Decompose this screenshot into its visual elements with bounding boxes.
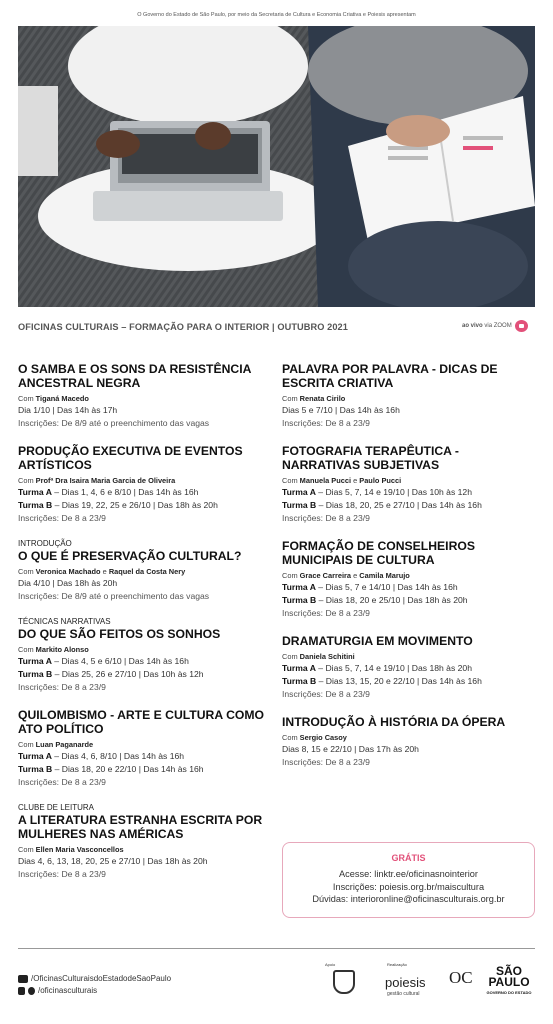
event-title: FORMAÇÃO DE CONSELHEIROS MUNICIPAIS DE CULTURA	[282, 539, 475, 567]
event-title: QUILOMBISMO - ARTE E CULTURA COMO ATO POLÍTICO	[18, 708, 264, 736]
turma-line	[18, 763, 268, 776]
free-label: GRÁTIS	[391, 853, 426, 863]
event-schedule: Dia 1/10 | Das 14h às 17h	[18, 405, 118, 415]
zoom-badge	[462, 320, 528, 332]
instructor-name: Profª Dra Isaira Maria Garcia de Oliveira	[35, 476, 176, 485]
apoio-label: Apoio	[325, 962, 336, 967]
turma-label: Turma A	[18, 487, 52, 497]
turma-line	[282, 675, 532, 688]
event-block	[282, 634, 532, 701]
event-schedule: Dias 4, 6, 13, 18, 20, 25 e 27/10 | Das 18h às 20h	[18, 856, 208, 866]
instructor-name: Markito Alonso	[35, 645, 89, 654]
social-handle: /oficinasculturais	[38, 986, 98, 995]
event-title: PRODUÇÃO EXECUTIVA DE EVENTOS ARTÍSTICOS	[18, 444, 243, 472]
youtube-handle: /OficinasCulturaisdoEstadodeSaoPaulo	[31, 974, 172, 983]
event-registration: Inscrições: De 8 a 23/9	[282, 513, 370, 523]
turma-schedule: – Dias 5, 7 e 14/10 | Das 14h às 16h	[315, 582, 458, 592]
event-instructor	[18, 566, 268, 577]
turma-schedule: – Dias 19, 22, 25 e 26/10 | Das 18h às 20h	[52, 500, 218, 510]
with-and: e	[353, 476, 358, 485]
event-instructor	[18, 644, 268, 655]
event-registration: Inscrições: De 8 a 23/9	[18, 777, 106, 787]
event-title: PALAVRA POR PALAVRA - DICAS DE ESCRITA CRIATIVA	[282, 362, 498, 390]
event-schedule: Dia 4/10 | Das 18h às 20h	[18, 578, 118, 588]
with-prefix: Com	[18, 645, 34, 654]
event-instructor	[18, 393, 268, 404]
event-registration: Inscrições: De 8 a 23/9	[18, 682, 106, 692]
event-title: O SAMBA E OS SONS DA RESISTÊNCIA ANCESTRAL NEGRA	[18, 362, 251, 390]
hero-photo	[18, 26, 535, 307]
page-title: OFICINAS CULTURAIS – FORMAÇÃO PARA O INTERIOR | OUTUBRO 2021	[18, 322, 348, 332]
turma-label: Turma B	[282, 676, 317, 686]
event-block	[18, 617, 268, 694]
turma-line	[18, 486, 268, 499]
turma-schedule: – Dias 25, 26 e 27/10 | Das 10h às 12h	[52, 669, 204, 679]
with-prefix: Com	[282, 733, 298, 742]
instructor-name-2: Camila Marujo	[359, 571, 410, 580]
turma-line	[18, 655, 268, 668]
facebook-icon	[18, 987, 25, 995]
sp-sub: GOVERNO DO ESTADO	[486, 990, 532, 995]
events-right-column	[282, 362, 532, 783]
event-instructor	[18, 475, 268, 486]
event-block	[18, 444, 268, 525]
oc-logo: OC	[449, 968, 473, 987]
turma-line	[18, 750, 268, 763]
zoom-via-label: via ZOOM	[484, 323, 512, 329]
contact-email[interactable]: Dúvidas: interioronline@oficinasculturais.org.br	[312, 894, 505, 904]
instructor-name: Luan Paganarde	[35, 740, 94, 749]
event-registration: Inscrições: De 8 a 23/9	[282, 757, 370, 767]
event-title: DO QUE SÃO FEITOS OS SONHOS	[18, 627, 221, 641]
event-block	[282, 444, 532, 525]
event-instructor	[282, 393, 532, 404]
instructor-name: Veronica Machado	[35, 567, 101, 576]
poiesis-logo: poiesis	[385, 975, 426, 990]
apoio-crest-logo	[333, 970, 355, 994]
instructor-name: Daniela Schitini	[299, 652, 355, 661]
turma-line	[18, 668, 268, 681]
free-info-box	[282, 842, 535, 918]
turma-schedule: – Dias 18, 20 e 22/10 | Das 14h às 16h	[52, 764, 204, 774]
turma-label: Turma A	[282, 582, 316, 592]
instagram-icon	[28, 987, 35, 995]
event-kicker: INTRODUÇÃO	[18, 539, 72, 548]
footer-divider	[18, 948, 535, 949]
instructor-name: Sergio Casoy	[299, 733, 347, 742]
turma-line	[282, 499, 532, 512]
event-block	[282, 362, 532, 430]
turma-schedule: – Dias 13, 15, 20 e 22/10 | Das 14h às 16h	[316, 676, 482, 686]
with-prefix: Com	[18, 567, 34, 576]
event-schedule: Dias 8, 15 e 22/10 | Das 17h às 20h	[282, 744, 419, 754]
event-kicker: CLUBE DE LEITURA	[18, 803, 95, 812]
with-prefix: Com	[282, 476, 298, 485]
event-block	[18, 539, 268, 603]
event-title: A LITERATURA ESTRANHA ESCRITA POR MULHERES NAS AMÉRICAS	[18, 813, 263, 841]
turma-label: Turma A	[282, 487, 316, 497]
event-registration: Inscrições: De 8 a 23/9	[18, 513, 106, 523]
with-prefix: Com	[282, 652, 298, 661]
with-prefix: Com	[18, 740, 34, 749]
with-prefix: Com	[18, 476, 34, 485]
event-instructor	[282, 732, 532, 743]
turma-schedule: – Dias 4, 5 e 6/10 | Das 14h às 16h	[51, 656, 189, 666]
event-title: INTRODUÇÃO À HISTÓRIA DA ÓPERA	[282, 715, 506, 729]
with-and: e	[102, 567, 107, 576]
event-registration: Inscrições: De 8 a 23/9	[282, 608, 370, 618]
poiesis-sub: gestão cultural	[387, 991, 420, 997]
chat-bubble-icon	[515, 320, 528, 332]
turma-label: Turma B	[18, 500, 53, 510]
turma-line	[282, 662, 532, 675]
instructor-name: Ellen Maria Vasconcellos	[35, 845, 124, 854]
events-left-column	[18, 362, 268, 895]
event-registration: Inscrições: De 8 a 23/9	[18, 869, 106, 879]
event-instructor	[282, 570, 532, 581]
access-link[interactable]: Acesse: linktr.ee/oficinasnointerior	[339, 869, 478, 879]
turma-label: Turma A	[282, 663, 316, 673]
with-prefix: Com	[282, 571, 298, 580]
event-kicker: TÉCNICAS NARRATIVAS	[18, 617, 111, 626]
footer-logos	[325, 962, 535, 1002]
event-instructor	[18, 739, 268, 750]
turma-label: Turma B	[18, 669, 53, 679]
with-and: e	[353, 571, 358, 580]
with-prefix: Com	[18, 845, 34, 854]
turma-schedule: – Dias 5, 7, 14 e 19/10 | Das 10h às 12h	[315, 487, 472, 497]
instructor-name: Tiganá Macedo	[35, 394, 89, 403]
youtube-icon	[18, 975, 28, 983]
turma-label: Turma B	[282, 595, 317, 605]
turma-line	[282, 581, 532, 594]
event-title: FOTOGRAFIA TERAPÊUTICA - NARRATIVAS SUBJETIVAS	[282, 444, 459, 472]
social-link[interactable]	[18, 986, 97, 995]
instructor-name-2: Paulo Pucci	[359, 476, 402, 485]
turma-schedule: – Dias 1, 4, 6 e 8/10 | Das 14h às 16h	[51, 487, 199, 497]
sponsor-note: O Governo do Estado de São Paulo, por meio da Secretaria de Cultura e Economia Criativa e Poiesis apresentam	[137, 12, 416, 18]
instructor-name: Renata Cirilo	[299, 394, 346, 403]
event-block	[282, 539, 532, 620]
turma-line	[282, 486, 532, 499]
realizacao-label: Realização	[387, 962, 407, 967]
event-registration: Inscrições: De 8/9 até o preenchimento das vagas	[18, 591, 210, 601]
event-title: O QUE É PRESERVAÇÃO CULTURAL?	[18, 549, 242, 563]
turma-schedule: – Dias 18, 20 e 25/10 | Das 18h às 20h	[316, 595, 468, 605]
event-block	[18, 708, 268, 789]
with-prefix: Com	[282, 394, 298, 403]
turma-label: Turma B	[282, 500, 317, 510]
event-block	[282, 715, 532, 769]
event-registration: Inscrições: De 8 a 23/9	[282, 418, 370, 428]
instructor-name: Grace Carreira	[299, 571, 352, 580]
event-block	[18, 803, 268, 881]
event-instructor	[282, 475, 532, 486]
event-title: DRAMATURGIA EM MOVIMENTO	[282, 634, 473, 648]
registration-link[interactable]: Inscrições: poiesis.org.br/maiscultura	[332, 881, 485, 892]
turma-schedule: – Dias 4, 6, 8/10 | Das 14h às 16h	[51, 751, 185, 761]
youtube-link[interactable]	[18, 974, 171, 983]
event-instructor	[18, 844, 268, 855]
event-registration: Inscrições: De 8 a 23/9	[282, 689, 370, 699]
event-instructor	[282, 651, 532, 662]
turma-schedule: – Dias 18, 20, 25 e 27/10 | Das 14h às 16h	[316, 500, 482, 510]
turma-line	[282, 594, 532, 607]
zoom-live-label: ao vivo	[462, 323, 483, 329]
turma-schedule: – Dias 5, 7, 14 e 19/10 | Das 18h às 20h	[315, 663, 472, 673]
turma-label: Turma A	[18, 656, 52, 666]
sp-logo: SÃO PAULO	[488, 964, 530, 989]
event-schedule: Dias 5 e 7/10 | Das 14h às 16h	[282, 405, 400, 415]
turma-line	[18, 499, 268, 512]
event-registration: Inscrições: De 8/9 até o preenchimento das vagas	[18, 418, 210, 428]
instructor-name: Manuela Pucci	[299, 476, 352, 485]
with-prefix: Com	[18, 394, 34, 403]
instructor-name-2: Raquel da Costa Nery	[108, 567, 186, 576]
turma-label: Turma B	[18, 764, 53, 774]
turma-label: Turma A	[18, 751, 52, 761]
event-block	[18, 362, 268, 430]
